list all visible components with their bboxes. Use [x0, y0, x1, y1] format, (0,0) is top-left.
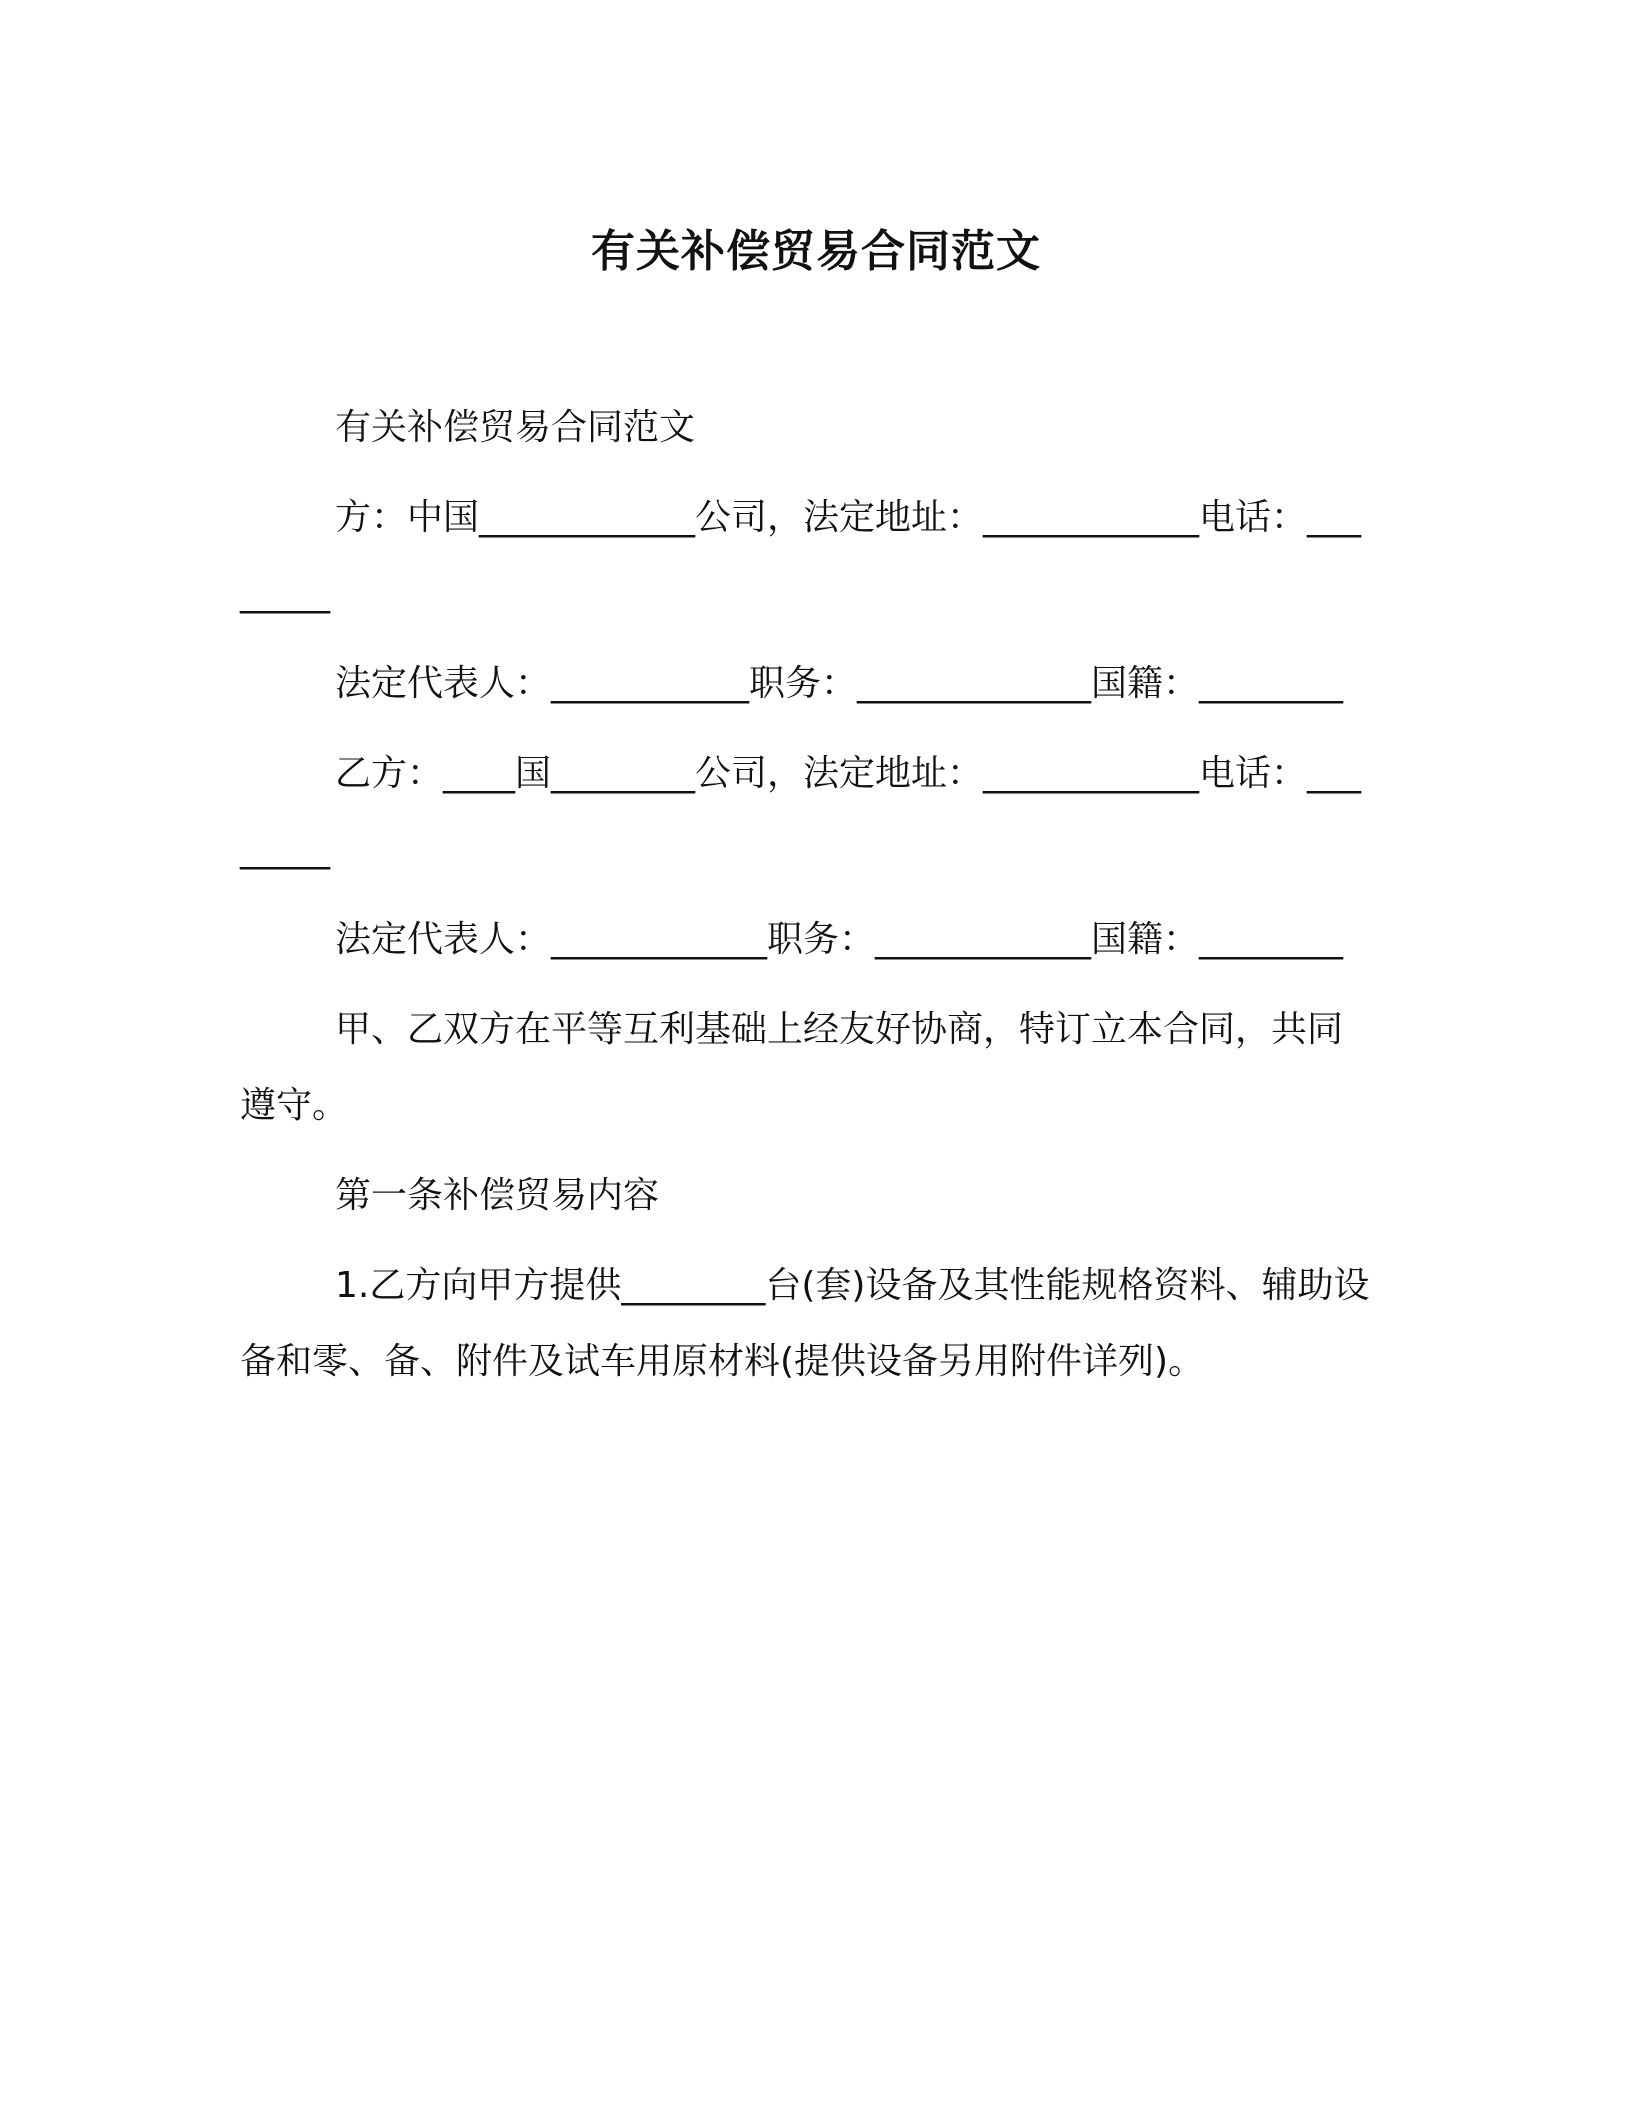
paragraph-party-b: 乙方：____国________公司，法定地址：____________电话：________: [240, 753, 1362, 870]
paragraph-heading: 有关补偿贸易合同范文: [335, 407, 696, 448]
document-title: 有关补偿贸易合同范文: [591, 226, 1041, 277]
paragraph-party-b-representative: 法定代表人：____________职务：____________国籍：________: [335, 919, 1344, 960]
paragraph-party-a-representative: 法定代表人：___________职务：_____________国籍：________: [335, 663, 1344, 704]
paragraph-article-one: 第一条补偿贸易内容: [335, 1175, 660, 1216]
paragraph-agreement: 甲、乙双方在平等互利基础上经友好协商，特订立本合同，共同遵守。: [240, 1009, 1344, 1126]
paragraph-party-a: 方：中国____________公司，法定地址：____________电话：________: [240, 497, 1362, 614]
document-body: [240, 390, 1375, 1414]
paragraph-clause-1: 1.乙方向甲方提供________台(套)设备及其性能规格资料、辅助设备和零、备、附件及试车用原材料(提供设备另用附件详列)。: [240, 1265, 1370, 1382]
